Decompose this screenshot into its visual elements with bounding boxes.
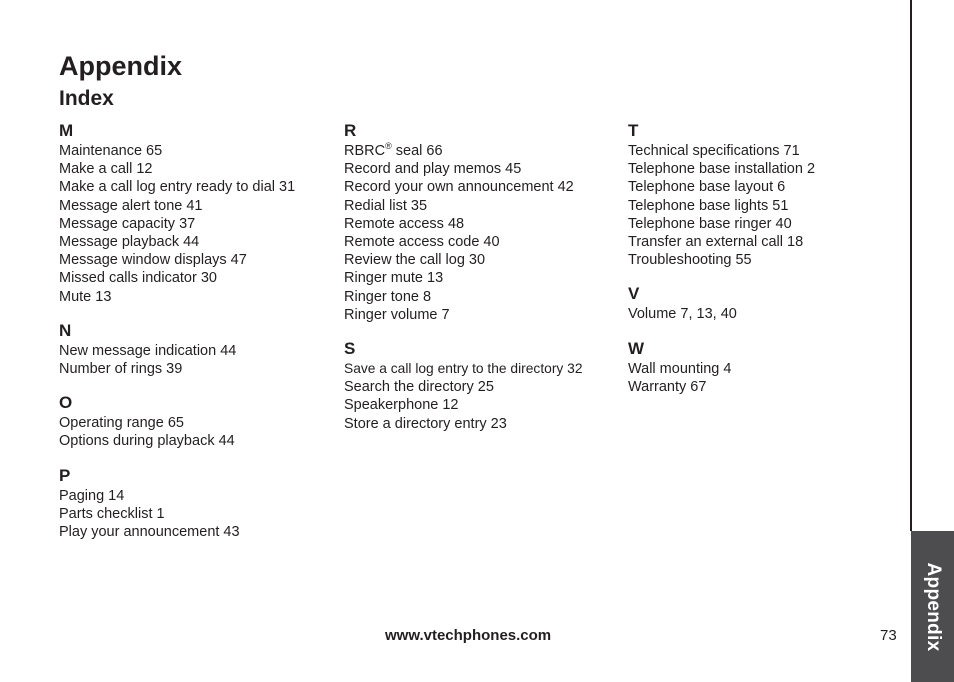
index-letter: P <box>59 465 71 485</box>
index-entry: Remote access 48 <box>344 215 465 232</box>
index-entry: Save a call log entry to the directory 32 <box>344 361 583 377</box>
side-divider <box>910 0 912 531</box>
index-group-m <box>59 120 295 306</box>
index-entry: Technical specifications 71 <box>628 143 800 159</box>
index-letter: M <box>59 121 74 140</box>
rbrc-page: seal 66 <box>391 143 443 159</box>
index-letter: S <box>344 339 356 359</box>
index-entry: Play your announcement 43 <box>59 524 240 541</box>
index-entry: Message alert tone 41 <box>59 197 203 214</box>
footer-url: www.vtechphones.com <box>385 627 552 644</box>
index-entry: Make a call log entry ready to dial 31 <box>59 179 296 196</box>
index-group-w <box>628 338 815 396</box>
index-group-s <box>344 338 583 433</box>
index-entry: Number of rings 39 <box>59 361 183 378</box>
index-group-t <box>628 120 815 269</box>
index-group-o <box>59 392 295 450</box>
index-entry: Telephone base lights 51 <box>628 197 789 214</box>
index-entry: Message playback 44 <box>59 234 200 251</box>
index-entry: Telephone base ringer 40 <box>628 215 792 232</box>
index-column-3 <box>628 120 815 410</box>
section-tab <box>911 531 954 682</box>
index-column-2 <box>344 120 583 447</box>
index-entry: Warranty 67 <box>628 378 707 395</box>
index-letter: W <box>628 338 645 358</box>
index-entry: Telephone base installation 2 <box>628 161 816 178</box>
index-entry: Ringer tone 8 <box>344 288 432 305</box>
index-entry: Operating range 65 <box>59 415 184 432</box>
index-entry: Ringer volume 7 <box>344 306 450 323</box>
index-entry: Message window displays 47 <box>59 252 247 269</box>
page-title: Appendix <box>59 51 183 81</box>
index-letter: N <box>59 320 72 340</box>
index-entry: Make a call 12 <box>59 161 153 178</box>
index-group-p <box>59 465 295 542</box>
index-entry: Wall mounting 4 <box>628 360 732 377</box>
index-entry: Search the directory 25 <box>344 379 494 396</box>
index-entry: Record your own announcement 42 <box>344 179 574 196</box>
index-entry: Transfer an external call 18 <box>628 234 804 251</box>
registered-mark: ® <box>385 141 392 152</box>
index-entry: Options during playback 44 <box>59 433 235 450</box>
index-letter: O <box>59 393 73 413</box>
index-entry: Volume 7, 13, 40 <box>628 306 737 323</box>
index-entry: Review the call log 30 <box>344 252 486 269</box>
section-tab-label: Appendix <box>922 562 944 651</box>
index-heading: Index <box>59 87 114 110</box>
index-entry: Paging 14 <box>59 487 125 504</box>
index-letter: T <box>628 121 639 140</box>
index-entry: Missed calls indicator 30 <box>59 270 217 287</box>
index-entry-rbrc <box>344 142 583 160</box>
page-number: 73 <box>880 627 897 644</box>
index-entry: Parts checklist 1 <box>59 505 165 522</box>
index-entry: Message capacity 37 <box>59 215 196 232</box>
index-group-v <box>628 283 815 323</box>
rbrc-label: RBRC <box>344 143 386 159</box>
index-entry: Record and play memos 45 <box>344 161 522 178</box>
index-entry: Troubleshooting 55 <box>628 252 752 269</box>
index-letter: R <box>344 121 357 140</box>
index-group-r <box>344 120 583 324</box>
index-entry: Maintenance 65 <box>59 143 163 159</box>
index-entry: Store a directory entry 23 <box>344 415 507 432</box>
index-entry: Telephone base layout 6 <box>628 179 786 196</box>
index-entry: New message indication 44 <box>59 342 237 359</box>
index-entry: Ringer mute 13 <box>344 270 444 287</box>
index-entry: Speakerphone 12 <box>344 397 459 414</box>
index-entry: Mute 13 <box>59 288 112 305</box>
index-letter: V <box>628 284 640 304</box>
index-entry: Remote access code 40 <box>344 234 500 251</box>
index-entry: Redial list 35 <box>344 197 428 214</box>
index-group-n <box>59 320 295 378</box>
index-column-1 <box>59 120 295 555</box>
